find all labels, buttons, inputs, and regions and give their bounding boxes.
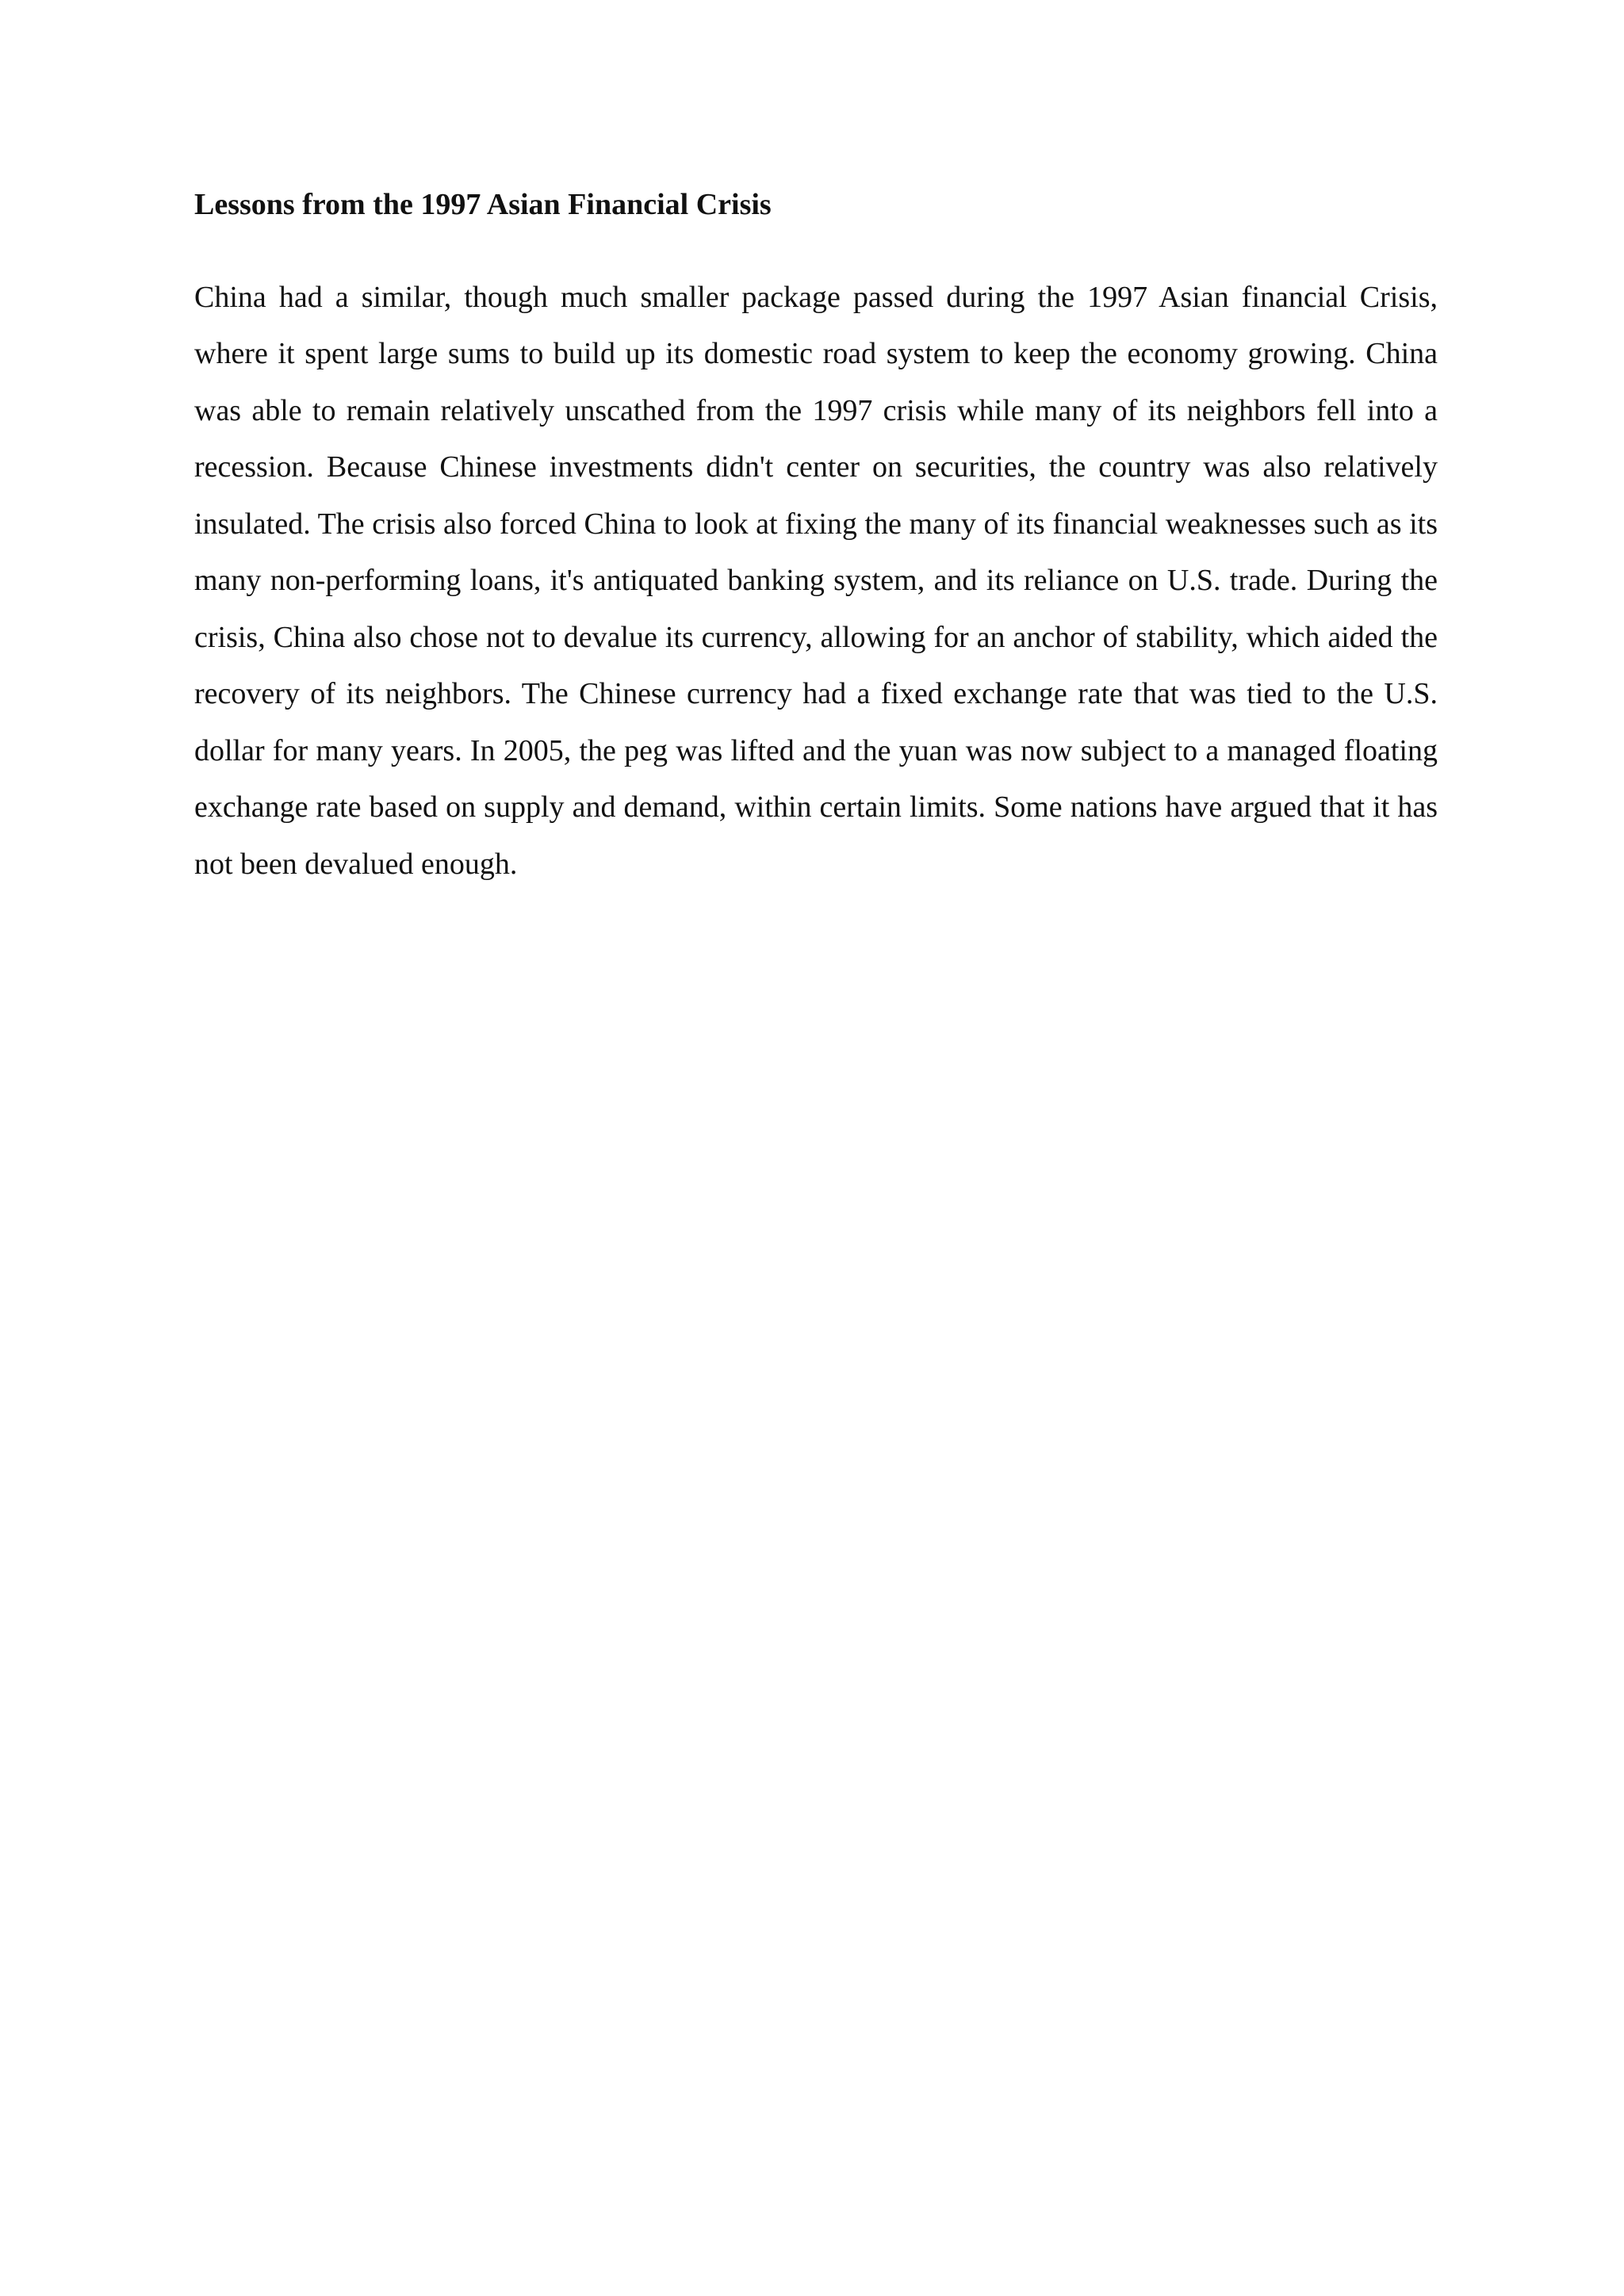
document-heading: Lessons from the 1997 Asian Financial Crisis [194, 188, 772, 221]
body-paragraph: China had a similar, though much smaller package passed during the 1997 Asian financial Crisis, where it spent large sums to build up its domestic road system to keep the economy growing. China was able to remain relatively unscathed from the 1997 crisis while many of its neighbors fell into a recession. Because Chinese investments didn't center on securities, the country was also relatively insulated. The crisis also forced China to look at fixing the many of its financial weaknesses such as its many non-performing loans, it's antiquated banking system, and its reliance on U.S. trade. During the crisis, China also chose not to devalue its currency, allowing for an anchor of stability, which aided the recovery of its neighbors. The Chinese currency had a fixed exchange rate that was tied to the U.S. dollar for many years. In 2005, the peg was lifted and the yuan was now subject to a managed floating exchange rate based on supply and demand, within certain limits. Some nations have argued that it has not been devalued enough. [194, 280, 1438, 881]
document-content [194, 187, 1438, 893]
